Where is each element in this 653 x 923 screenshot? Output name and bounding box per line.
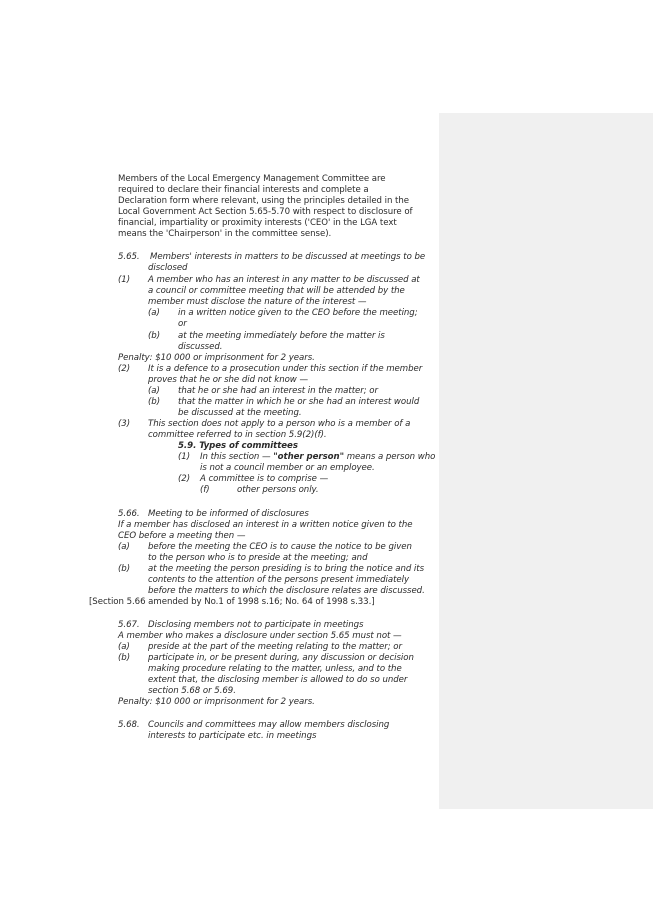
section-title: Meeting to be informed of disclosures: [148, 509, 309, 519]
comment-margin-pane: [439, 113, 653, 809]
section-number: 5.66.: [118, 509, 140, 519]
text-line: This section does not apply to a person who is a member of a: [148, 419, 411, 429]
paragraph-label: (a): [118, 642, 130, 652]
section-title: Members' interests in matters to be discussed at meetings to be: [150, 252, 426, 262]
section-number: 5.68.: [118, 720, 140, 730]
penalty-line: Penalty: $10 000 or imprisonment for 2 years.: [118, 697, 315, 707]
section-title: Councils and committees may allow members disclosing: [148, 720, 390, 730]
paragraph-label: (a): [148, 386, 160, 396]
text-line: preside at the part of the meeting relating to the matter; or: [148, 642, 402, 652]
subsection-label: (1): [118, 275, 131, 285]
text-line: participate in, or be present during, any discussion or decision: [148, 653, 414, 663]
text-line: extent that, the disclosing member is allowed to do so under: [148, 675, 408, 685]
section-title: interests to participate etc. in meetings: [148, 731, 317, 741]
amendment-note: [Section 5.66 amended by No.1 of 1998 s.16; No. 64 of 1998 s.33.]: [89, 597, 375, 607]
text-line: member must disclose the nature of the interest —: [148, 297, 367, 307]
text-line: Declaration form where relevant, using the principles detailed in the: [118, 196, 410, 206]
subsection-label: (3): [118, 419, 131, 429]
text-line: discussed.: [178, 342, 223, 352]
text-line: A member who makes a disclosure under section 5.65 must not —: [118, 631, 402, 641]
section-number: 5.67.: [118, 620, 140, 630]
text-line: A committee is to comprise —: [200, 474, 329, 484]
text-line: contents to the attention of the persons present immediately: [148, 575, 409, 585]
text-line: making procedure relating to the matter, unless, and to the: [148, 664, 402, 674]
penalty-line: Penalty: $10 000 or imprisonment for 2 years.: [118, 353, 315, 363]
paragraph-label: (f): [200, 485, 210, 495]
text-line: be discussed at the meeting.: [178, 408, 302, 418]
subsection-label: (2): [118, 364, 131, 374]
text-line: required to declare their financial interests and complete a: [118, 185, 369, 195]
text-line: other persons only.: [237, 485, 319, 495]
text-line: or: [178, 319, 187, 329]
text-line: that the matter in which he or she had an interest would: [178, 397, 420, 407]
subsection-label: (1): [178, 452, 191, 462]
text-line: at the meeting immediately before the matter is: [178, 331, 385, 341]
section-heading: 5.9. Types of committees: [178, 441, 298, 451]
text-line: a council or committee meeting that will be attended by the: [148, 286, 405, 296]
text-line: proves that he or she did not know —: [148, 375, 309, 385]
text-line: Members of the Local Emergency Management Committee are: [118, 174, 386, 184]
paragraph-label: (b): [118, 653, 131, 663]
text-line: section 5.68 or 5.69.: [148, 686, 236, 696]
text-line: committee referred to in section 5.9(2)(f).: [148, 430, 327, 440]
text-line: CEO before a meeting then —: [118, 531, 246, 541]
paragraph-label: (b): [118, 564, 131, 574]
text-line: before the meeting the CEO is to cause the notice to be given: [148, 542, 412, 552]
text-line: before the matters to which the disclosure relates are discussed.: [148, 586, 425, 596]
defined-term: "other person": [273, 452, 345, 462]
text-line: It is a defence to a prosecution under this section if the member: [148, 364, 423, 374]
paragraph-label: (b): [148, 397, 161, 407]
paragraph-label: (b): [148, 331, 161, 341]
section-title: disclosed: [148, 263, 188, 273]
text-line: Local Government Act Section 5.65-5.70 with respect to disclosure of: [118, 207, 413, 217]
definition-line: In this section — "other person" means a person who: [200, 452, 436, 462]
text-line: means the 'Chairperson' in the committee sense).: [118, 229, 332, 239]
text-line: to the person who is to preside at the meeting; and: [148, 553, 368, 563]
text-line: in a written notice given to the CEO before the meeting;: [178, 308, 418, 318]
paragraph-label: (a): [148, 308, 160, 318]
text-line: financial, impartiality or proximity interests ('CEO' in the LGA text: [118, 218, 397, 228]
text-line: is not a council member or an employee.: [200, 463, 375, 473]
text-line: A member who has an interest in any matter to be discussed at: [148, 275, 420, 285]
text-line: that he or she had an interest in the matter; or: [178, 386, 378, 396]
paragraph-label: (a): [118, 542, 130, 552]
section-title: Disclosing members not to participate in meetings: [148, 620, 364, 630]
text-line: If a member has disclosed an interest in a written notice given to the: [118, 520, 413, 530]
text-line: at the meeting the person presiding is to bring the notice and its: [148, 564, 425, 574]
subsection-label: (2): [178, 474, 191, 484]
section-number: 5.65.: [118, 252, 140, 262]
